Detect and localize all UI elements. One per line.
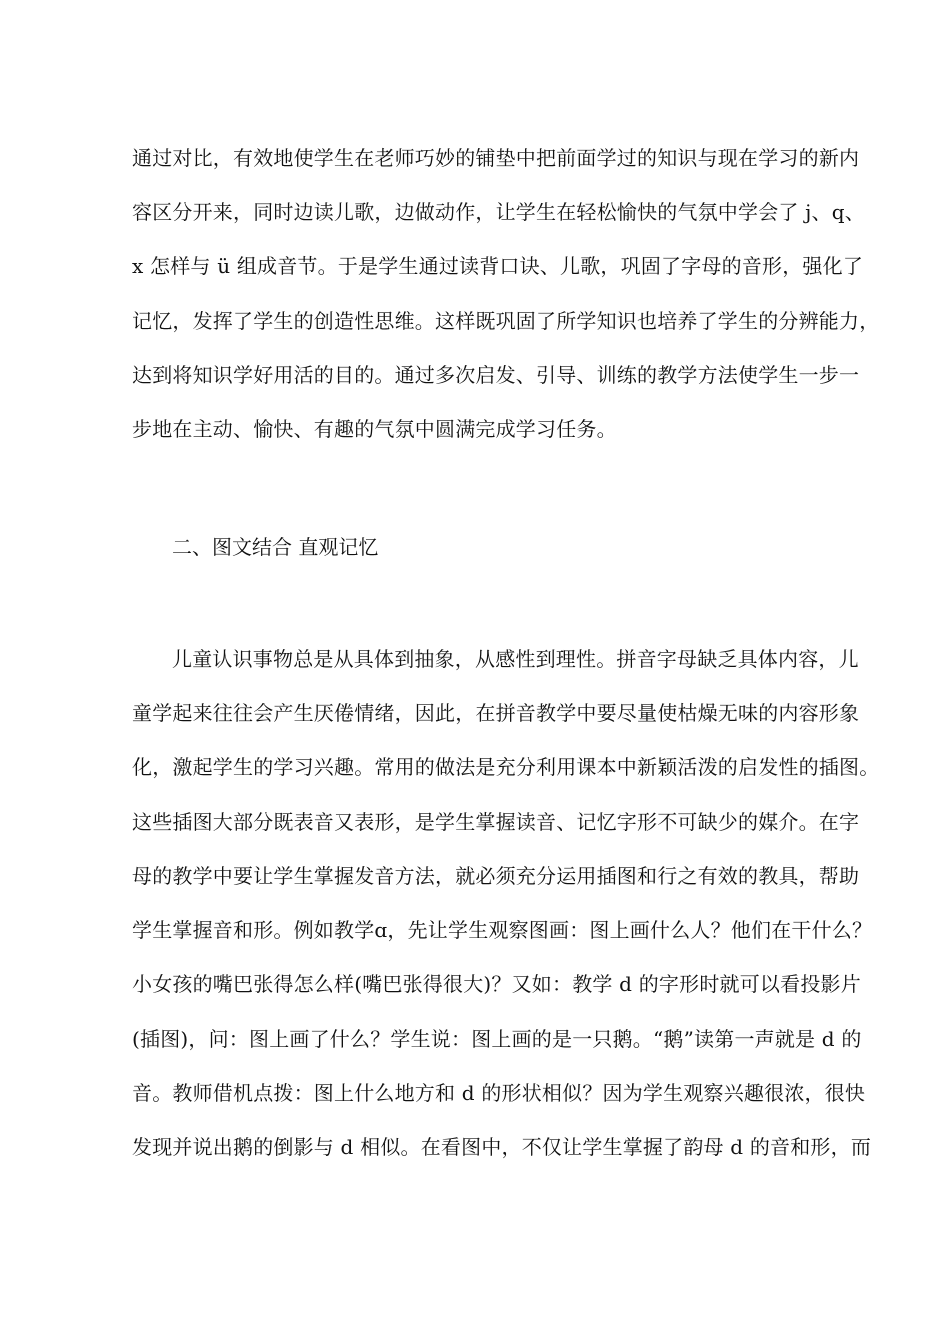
paragraph-2-line-2: 童学起来往往会产生厌倦情绪，因此，在拼音教学中要尽量使枯燥无味的内容形象 [132, 701, 860, 725]
paragraph-1-line-2: 容区分开来，同时边读儿歌，边做动作，让学生在轻松愉快的气氛中学会了 j、q、 [132, 200, 865, 224]
paragraph-1-line-5: 达到将知识学好用活的目的。通过多次启发、引导、训练的教学方法使学生一步一 [132, 363, 860, 387]
paragraph-2-line-10: 发现并说出鹅的倒影与 d 相似。在看图中，不仅让学生掌握了韵母 d 的音和形，而 [132, 1135, 872, 1159]
paragraph-2-line-4: 这些插图大部分既表音又表形，是学生掌握读音、记忆字形不可缺少的媒介。在字 [132, 810, 860, 834]
paragraph-2-line-8: (插图)，问：图上画了什么？学生说：图上画的是一只鹅。“鹅”读第一声就是 d 的 [132, 1027, 862, 1051]
paragraph-2-line-9: 音。教师借机点拨：图上什么地方和 d 的形状相似？因为学生观察兴趣很浓，很快 [132, 1081, 866, 1105]
paragraph-2-line-6: 学生掌握音和形。例如教学ɑ，先让学生观察图画：图上画什么人？他们在干什么？ [132, 918, 873, 942]
paragraph-2-line-3: 化，激起学生的学习兴趣。常用的做法是充分利用课本中新颖活泼的启发性的插图。 [132, 755, 880, 779]
paragraph-2-line-1: 儿童认识事物总是从具体到抽象，从感性到理性。拼音字母缺乏具体内容，儿 [172, 647, 859, 671]
paragraph-1-line-1: 通过对比，有效地使学生在老师巧妙的铺垫中把前面学过的知识与现在学习的新内 [132, 146, 860, 170]
section-heading: 二、图文结合 直观记忆 [172, 535, 379, 559]
paragraph-1-line-4: 记忆，发挥了学生的创造性思维。这样既巩固了所学知识也培养了学生的分辨能力， [132, 309, 880, 333]
paragraph-2-line-5: 母的教学中要让学生掌握发音方法，就必须充分运用插图和行之有效的教具，帮助 [132, 864, 860, 888]
paragraph-1-line-3: x 怎样与 ü 组成音节。于是学生通过读背口诀、儿歌，巩固了字母的音形，强化了 [132, 254, 864, 278]
paragraph-1-line-6: 步地在主动、愉快、有趣的气氛中圆满完成学习任务。 [132, 417, 617, 441]
paragraph-2-line-7: 小女孩的嘴巴张得怎么样(嘴巴张得很大)？又如：教学 d 的字形时就可以看投影片 [132, 972, 861, 996]
